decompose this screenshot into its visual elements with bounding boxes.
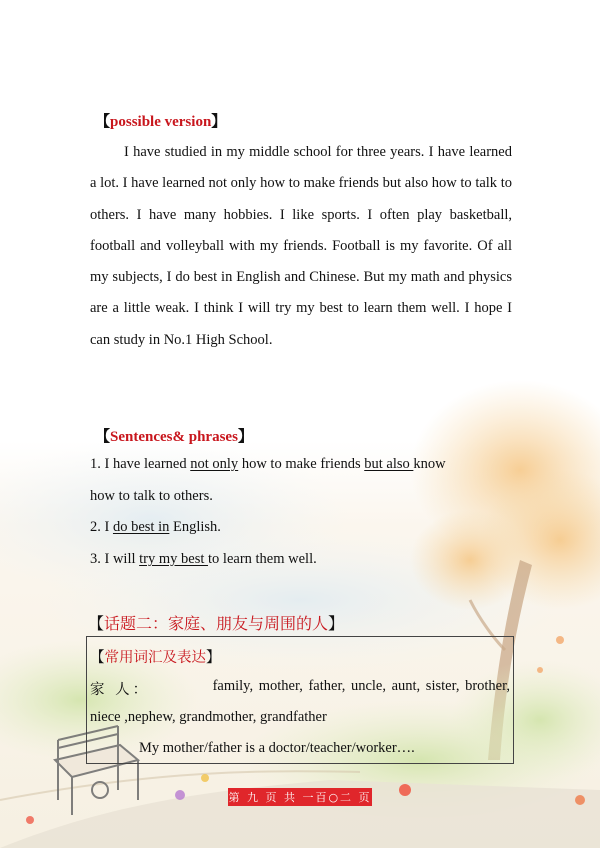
vocabulary-title-text: 常用词汇及表达	[104, 650, 206, 666]
topic-two-heading: 【话题二：家庭、朋友与周围的人】	[88, 614, 345, 633]
family-label: 家 人：	[90, 682, 151, 698]
family-vocab-line-1	[90, 678, 510, 699]
possible-version-heading-text: possible version	[110, 114, 212, 130]
example-sentence: My mother/father is a doctor/teacher/worker….	[139, 740, 415, 756]
phrase-1-underline-a: not only	[190, 456, 239, 472]
phrase-3-prefix: 3. I will	[90, 551, 140, 567]
sentences-phrases-heading-text: Sentences& phrases	[110, 429, 238, 445]
phrase-3-suffix: to learn them well.	[208, 551, 317, 567]
phrase-item-1	[90, 456, 514, 473]
page-number-badge: 第 九 页 共 一百○二 页	[228, 788, 372, 806]
topic-two-heading-text: 话题二：家庭、朋友与周围的人	[104, 614, 329, 633]
possible-version-paragraph: I have studied in my middle school for three years. I have learned a lot. I have learned not only how to make friends but also how to talk to others. I have many hobbies. I like sports. I often play basketball, football and volleyball with my friends. Football is my favorite. Of all my subjects, I do best in English and Chinese. But my math and physics are a little weak. I think I will try my best to learn them well. I hope I can study in No.1 High School.	[90, 144, 512, 348]
phrase-1-underline-b: but also	[364, 456, 414, 472]
sentences-phrases-heading: 【Sentences& phrases】	[95, 429, 253, 445]
phrase-3-underline: try my best	[139, 551, 209, 567]
phrase-1-prefix: 1. I have learned	[90, 456, 191, 472]
phrase-item-2	[90, 519, 514, 536]
family-vocab-line-2: niece ,nephew, grandmother, grandfather	[90, 709, 327, 725]
phrase-item-1-continued: how to talk to others.	[90, 488, 213, 504]
phrase-1-mid: how to make friends	[238, 456, 365, 472]
phrase-1-suffix: know	[413, 456, 446, 472]
possible-version-heading: 【possible version】	[95, 114, 227, 130]
vocabulary-title: 【常用词汇及表达】	[90, 650, 221, 666]
family-words-line-1: family, mother, father, uncle, aunt, sister, brother,	[212, 678, 510, 694]
phrase-2-underline: do best in	[112, 519, 170, 535]
phrase-item-3	[90, 551, 514, 568]
phrase-2-suffix: English.	[169, 519, 221, 535]
phrase-2-prefix: 2. I	[90, 519, 113, 535]
